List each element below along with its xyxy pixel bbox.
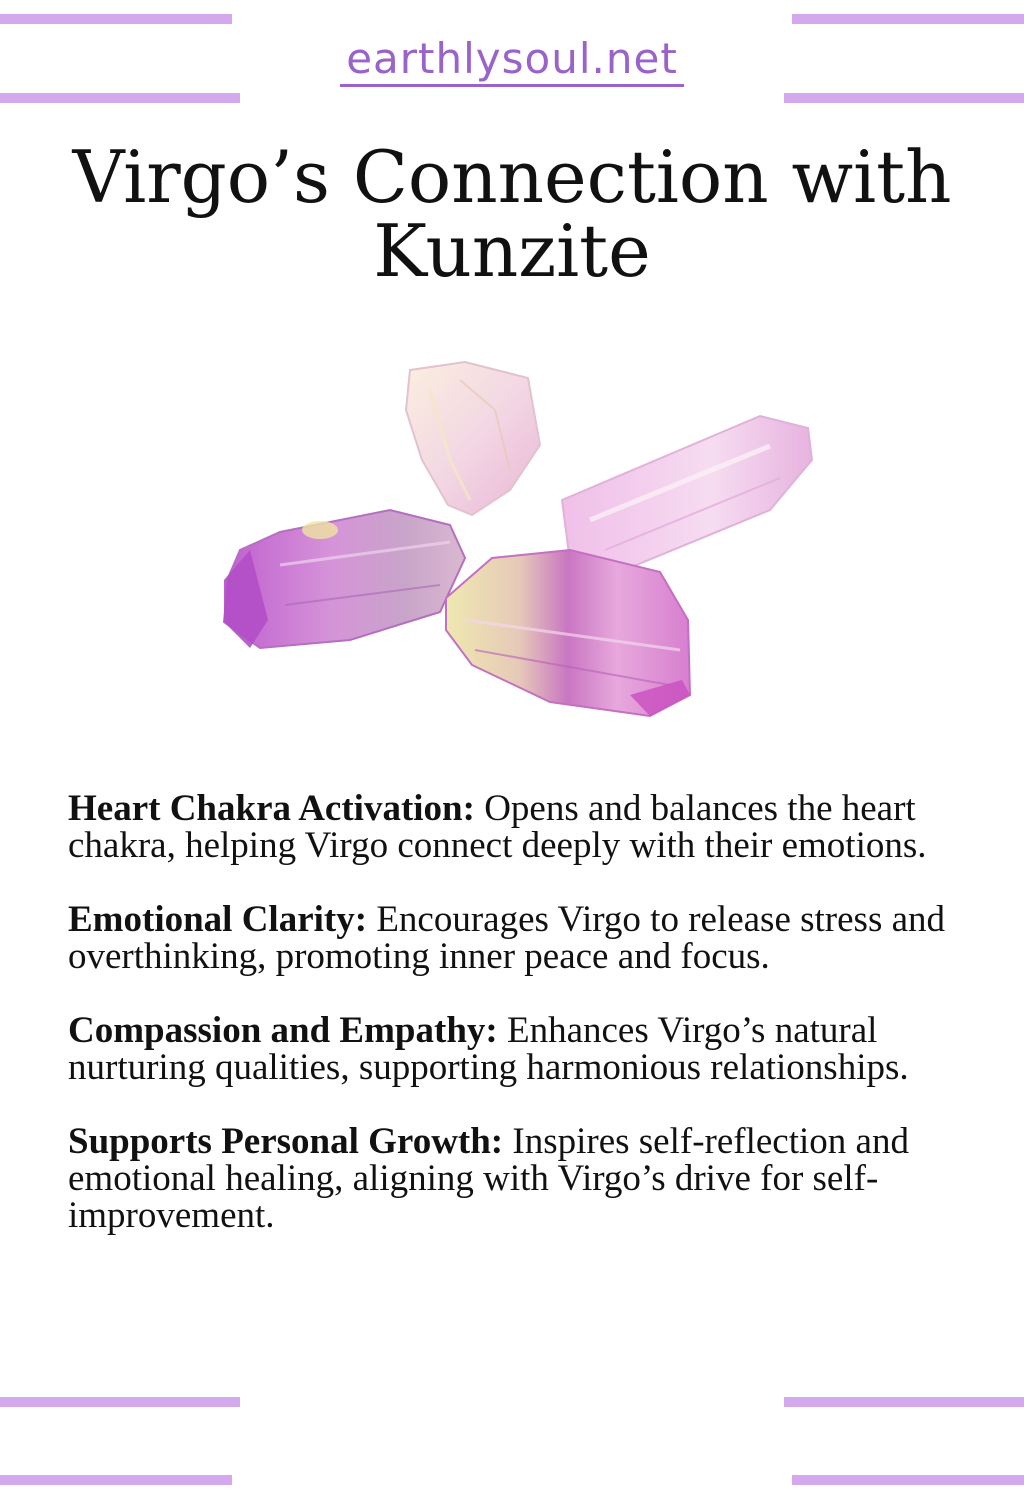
feature-list	[68, 790, 968, 1271]
feature-emotional-clarity	[68, 901, 968, 975]
kunzite-crystals-image	[210, 350, 830, 730]
crystal-left	[224, 510, 465, 648]
feature-compassion	[68, 1012, 968, 1086]
feature-heart-chakra	[68, 790, 968, 864]
page-title	[40, 135, 984, 293]
crystal-front	[446, 550, 690, 716]
feature-text: Enhances Virgo’s natural nurturing qualities, supporting harmonious relationships.	[68, 1010, 909, 1088]
feature-label: Supports Personal Growth:	[68, 1121, 504, 1162]
title-line-2: Kunzite	[373, 209, 651, 293]
top-right-bar-2	[784, 93, 1024, 103]
feature-text: Encourages Virgo to release stress and overthinking, promoting inner peace and focus.	[68, 899, 946, 977]
bottom-right-bar-1	[784, 1397, 1024, 1407]
crystals-illustration	[210, 350, 830, 730]
top-left-bar-2	[0, 93, 240, 103]
bottom-right-bar-2	[792, 1475, 1024, 1485]
logo-text: earthlysoul.net	[340, 36, 684, 87]
crystal-right	[562, 416, 812, 580]
feature-text: Opens and balances the heart chakra, helping Virgo connect deeply with their emotions.	[68, 788, 927, 866]
feature-label: Emotional Clarity:	[68, 899, 368, 940]
feature-label: Heart Chakra Activation:	[68, 788, 475, 829]
top-left-bar-1	[0, 14, 232, 24]
feature-label: Compassion and Empathy:	[68, 1010, 498, 1051]
feature-personal-growth	[68, 1123, 968, 1234]
title-line-1: Virgo’s Connection with	[72, 135, 952, 219]
site-logo[interactable]	[0, 34, 1024, 87]
top-right-bar-1	[792, 14, 1024, 24]
feature-text: Inspires self-reflection and emotional healing, aligning with Virgo’s drive for self-improvement.	[68, 1121, 909, 1236]
crystal-top	[406, 362, 540, 515]
bottom-left-bar-2	[0, 1475, 232, 1485]
bottom-left-bar-1	[0, 1397, 240, 1407]
